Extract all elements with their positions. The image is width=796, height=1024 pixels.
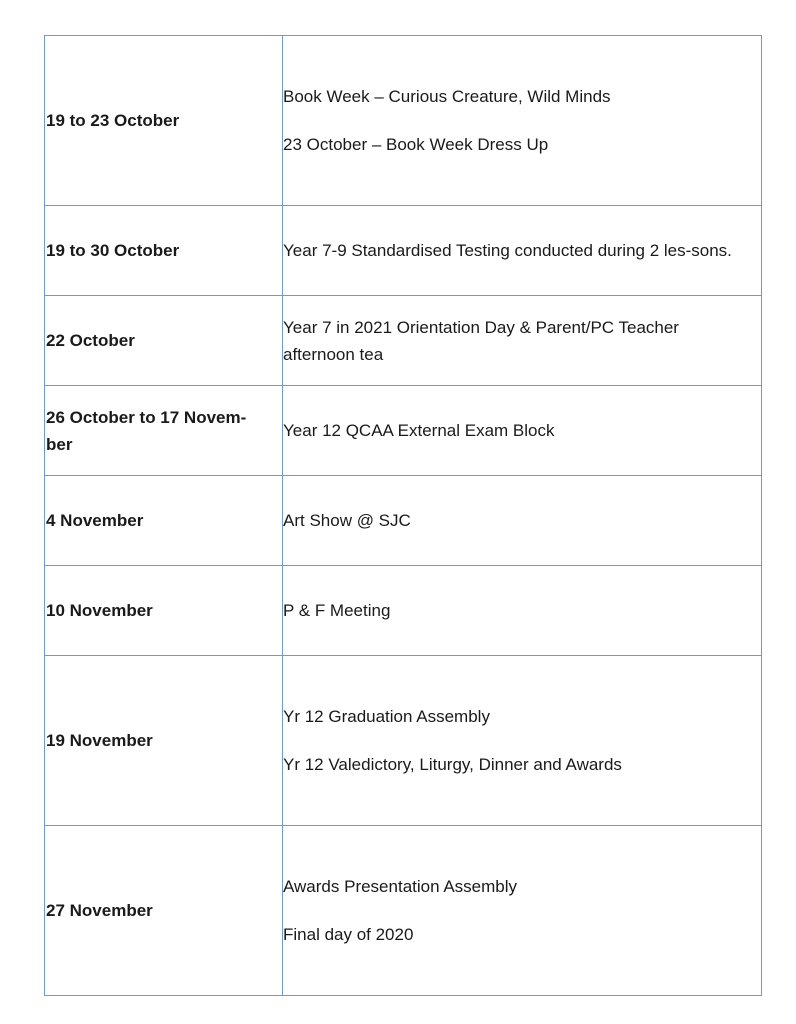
- event-cell: [283, 476, 762, 566]
- event-cell: [283, 386, 762, 476]
- event-cell: [283, 296, 762, 386]
- table-row: [45, 566, 762, 656]
- event-cell: [283, 206, 762, 296]
- event-cell: [283, 36, 762, 206]
- date-cell: [45, 296, 283, 386]
- event-text: Yr 12 Graduation Assembly: [283, 707, 490, 726]
- event-text: Yr 12 Valedictory, Liturgy, Dinner and Awards: [283, 755, 622, 774]
- event-cell: [283, 826, 762, 996]
- calendar-table: [44, 35, 762, 996]
- date-cell: [45, 476, 283, 566]
- date-text: 22 October: [46, 331, 135, 350]
- date-text: 19 to 30 October: [46, 241, 180, 260]
- event-cell: [283, 656, 762, 826]
- table-row: [45, 656, 762, 826]
- date-text: 27 November: [46, 901, 153, 920]
- event-text: Year 7 in 2021 Orientation Day & Parent/PC Teacher afternoon tea: [283, 317, 679, 364]
- date-cell: [45, 36, 283, 206]
- date-cell: [45, 206, 283, 296]
- date-text: 4 November: [46, 511, 144, 530]
- table-row: [45, 206, 762, 296]
- date-text: 10 November: [46, 601, 153, 620]
- date-cell: [45, 826, 283, 996]
- event-text: Art Show @ SJC: [283, 511, 411, 530]
- event-text: P & F Meeting: [283, 601, 391, 620]
- table-row: [45, 36, 762, 206]
- date-text: 19 November: [46, 731, 153, 750]
- table-row: [45, 386, 762, 476]
- table-row: [45, 826, 762, 996]
- event-text: Book Week – Curious Creature, Wild Minds: [283, 87, 611, 106]
- event-text: 23 October – Book Week Dress Up: [283, 135, 549, 154]
- event-text: Awards Presentation Assembly: [283, 877, 518, 896]
- event-text: Final day of 2020: [283, 925, 414, 944]
- date-cell: [45, 386, 283, 476]
- event-text: Year 12 QCAA External Exam Block: [283, 421, 555, 440]
- date-text: 26 October to 17 Novem-ber: [46, 407, 247, 454]
- event-cell: [283, 566, 762, 656]
- date-cell: [45, 656, 283, 826]
- date-text: 19 to 23 October: [46, 111, 180, 130]
- table-row: [45, 296, 762, 386]
- date-cell: [45, 566, 283, 656]
- event-text: Year 7-9 Standardised Testing conducted during 2 les-sons.: [283, 241, 732, 260]
- table-row: [45, 476, 762, 566]
